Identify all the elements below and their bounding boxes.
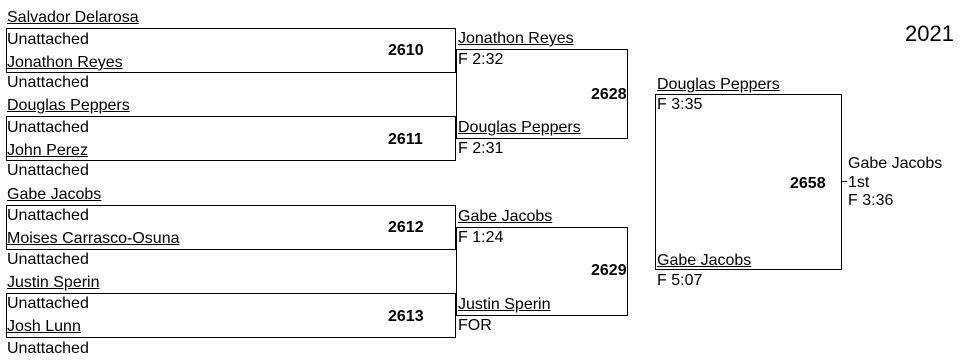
wrestler-name: Gabe Jacobs — [7, 186, 102, 203]
bout-number: 2610 — [388, 42, 424, 59]
wrestler-team: Unattached — [7, 162, 89, 179]
match-result: F 2:31 — [458, 140, 504, 157]
wrestler-team: Unattached — [7, 251, 89, 268]
wrestler-name: Gabe Jacobs — [657, 252, 752, 269]
champion-name: Gabe Jacobs — [848, 155, 943, 172]
bout-number: 2611 — [388, 131, 423, 148]
match-result: F 3:35 — [657, 96, 703, 113]
bout-number: 2612 — [388, 219, 424, 236]
wrestler-team: Unattached — [7, 31, 89, 48]
wrestler-name: Douglas Peppers — [458, 119, 581, 136]
bout-number: 2629 — [591, 262, 627, 279]
match-result: F 5:07 — [657, 272, 703, 289]
year-label: 2021 — [905, 21, 954, 46]
champion-result: F 3:36 — [848, 192, 894, 209]
bout-number: 2628 — [591, 86, 627, 103]
wrestler-name: Justin Sperin — [458, 296, 551, 313]
bout-number: 2613 — [388, 308, 424, 325]
bout-number: 2658 — [790, 175, 826, 192]
wrestler-team: Unattached — [7, 207, 89, 224]
wrestler-name: Moises Carrasco-Osuna — [7, 230, 180, 247]
final-connector — [842, 181, 847, 182]
wrestler-name: Jonathon Reyes — [7, 54, 123, 71]
match-result: F 1:24 — [458, 229, 504, 246]
wrestler-team: Unattached — [7, 74, 89, 91]
champion-place: 1st — [848, 174, 870, 191]
wrestler-name: Jonathon Reyes — [458, 30, 574, 47]
wrestler-name: John Perez — [7, 142, 88, 159]
wrestler-name: Douglas Peppers — [7, 97, 130, 114]
wrestler-name: Justin Sperin — [7, 274, 100, 291]
wrestler-name: Gabe Jacobs — [458, 208, 553, 225]
wrestler-name: Douglas Peppers — [657, 76, 780, 93]
match-result: FOR — [458, 317, 492, 334]
wrestler-team: Unattached — [7, 295, 89, 312]
match-result: F 2:32 — [458, 51, 504, 68]
wrestler-team: Unattached — [7, 340, 89, 357]
wrestler-team: Unattached — [7, 119, 89, 136]
wrestler-name: Josh Lunn — [7, 318, 81, 335]
wrestler-name: Salvador Delarosa — [7, 9, 139, 26]
